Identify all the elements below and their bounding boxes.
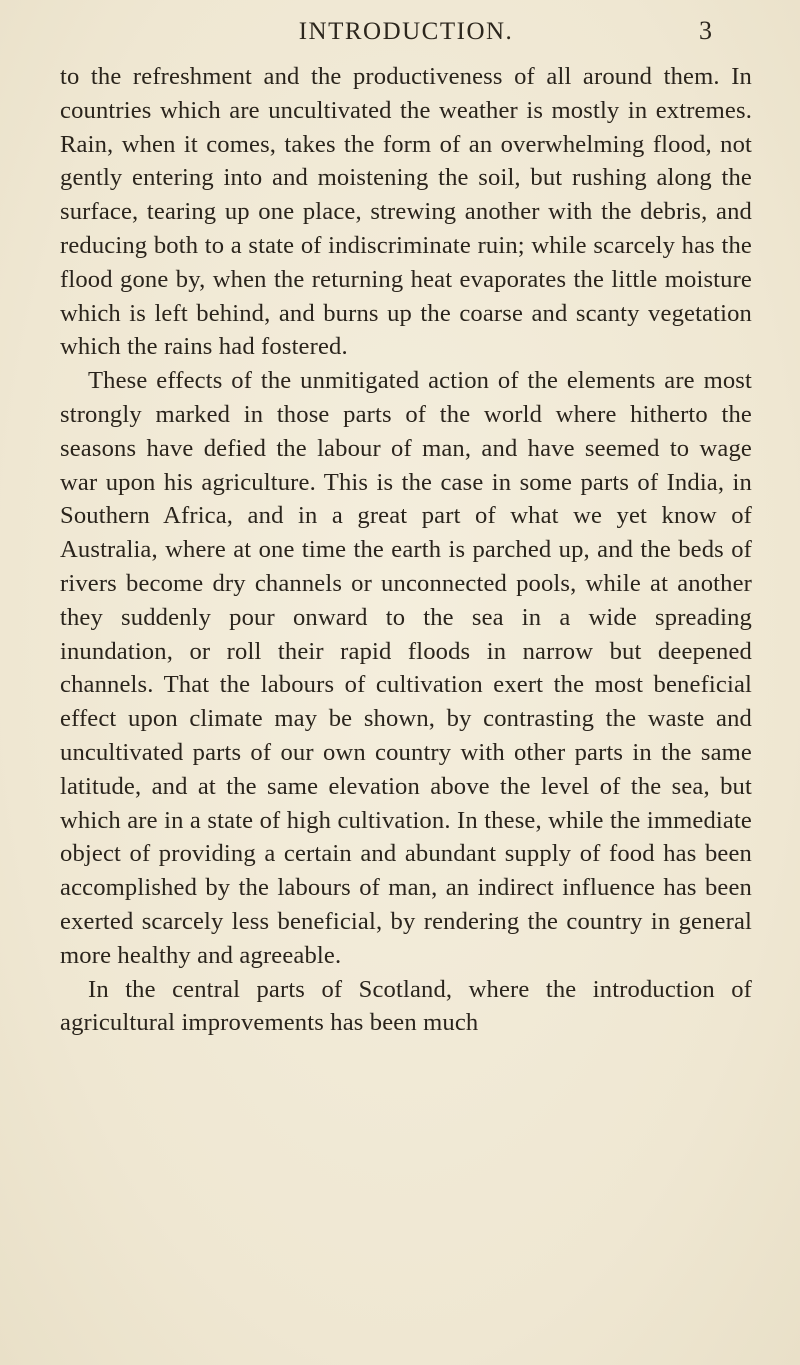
paragraph-continuation: to the refreshment and the productiveness of all around them. In countries which are uncultivated the weather is mostly in extremes. Rain, when it comes, takes the form of an overwhelming flood, not gently entering into and moistening the soil, but rushing along the surface, tearing up one place, strewing another with the debris, and reducing both to a state of indiscriminate ruin; while scarcely has the flood gone by, when the returning heat evaporates the little moisture which is left behind, and burns up the coarse and scanty vegetation which the rains had fostered. [60, 63, 752, 361]
paragraph-scotland: In the central parts of Scotland, where the introduction of agricultural improvements has been much [60, 975, 752, 1037]
running-head [60, 0, 752, 60]
page-title: INTRODUCTION. [298, 18, 514, 45]
paragraph-elements: These effects of the unmitigated action of the elements are most strongly marked in those parts of the world where hitherto the seasons have defied the labour of man, and have seemed to wage war upon his agriculture. This is the case in some parts of India, in Southern Africa, and in a great part of what we yet know of Australia, where at one time the earth is parched up, and the beds of rivers become dry channels or unconnected pools, while at another they suddenly pour onward to the sea in a wide spreading inundation, or roll their rapid floods in narrow but deepened channels. That the labours of cultivation exert the most beneficial effect upon climate may be shown, by contrasting the waste and uncultivated parts of our own country with other parts in the same latitude, and at the same elevation above the level of the sea, but which are in a state of high cultivation. In these, while the immediate object of providing a certain and abundant supply of food has been accomplished by the labours of man, an indirect influence has been exerted scarcely less beneficial, by rendering the country in general more healthy and agreeable. [60, 367, 752, 969]
page-number: 3 [699, 16, 712, 45]
body-text [60, 60, 752, 1040]
